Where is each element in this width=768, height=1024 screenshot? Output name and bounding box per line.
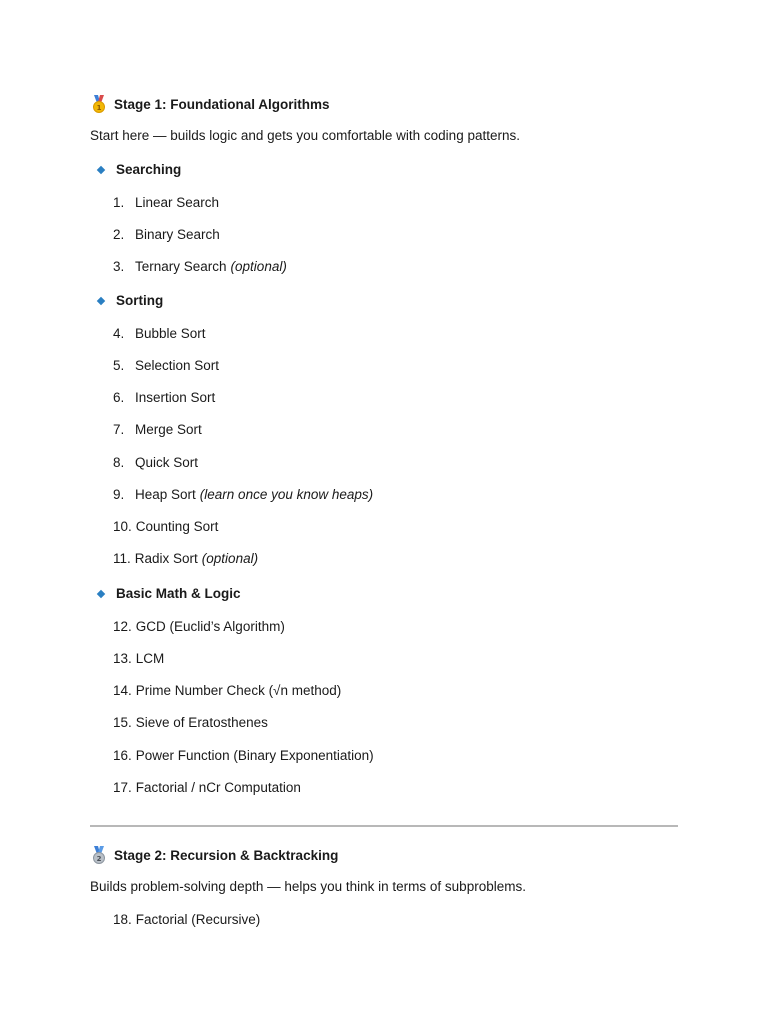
section-divider	[90, 825, 678, 827]
group-searching	[97, 162, 181, 177]
list-item	[113, 259, 287, 274]
stage-1-intro: Start here — builds logic and gets you comfortable with coding patterns.	[90, 128, 520, 143]
item-note: (optional)	[230, 259, 287, 274]
item-text: Quick Sort	[135, 455, 199, 470]
list-item	[113, 519, 218, 534]
item-number: 12.	[113, 619, 132, 634]
list-item	[113, 551, 258, 566]
item-text: Counting Sort	[135, 519, 219, 534]
list-item	[113, 683, 341, 698]
item-text: Factorial / nCr Computation	[135, 780, 301, 795]
item-number: 7.	[113, 422, 125, 437]
stage-2-intro: Builds problem-solving depth — helps you think in terms of subproblems.	[90, 879, 526, 894]
list-item	[113, 748, 374, 763]
item-text: Prime Number Check (√n method)	[135, 683, 342, 698]
item-number: 6.	[113, 390, 125, 405]
list-item	[113, 715, 268, 730]
list-item	[113, 422, 202, 437]
item-number: 11.	[113, 551, 131, 566]
item-number: 15.	[113, 715, 132, 730]
item-text: GCD (Euclid’s Algorithm)	[135, 619, 285, 634]
svg-text:2: 2	[96, 854, 102, 863]
item-text: Merge Sort	[135, 422, 202, 437]
item-number: 3.	[113, 259, 125, 274]
item-text: Power Function (Binary Exponentiation)	[135, 748, 374, 763]
svg-text:1: 1	[96, 103, 102, 112]
item-number: 16.	[113, 748, 132, 763]
item-number: 14.	[113, 683, 132, 698]
list-item	[113, 195, 219, 210]
list-item	[113, 455, 198, 470]
list-item	[113, 358, 219, 373]
item-number: 2.	[113, 227, 125, 242]
list-item	[113, 487, 373, 502]
group-sorting	[97, 293, 163, 308]
item-number: 1.	[113, 195, 125, 210]
item-text: Insertion Sort	[135, 390, 216, 405]
item-number: 9.	[113, 487, 125, 502]
item-text: Linear Search	[135, 195, 220, 210]
item-text: Sieve of Eratosthenes	[135, 715, 268, 730]
item-number: 13.	[113, 651, 132, 666]
item-text: LCM	[135, 651, 165, 666]
silver-medal-icon	[91, 846, 107, 864]
stage-2-heading	[91, 846, 338, 864]
item-note: (learn once you know heaps)	[199, 487, 374, 502]
item-number: 17.	[113, 780, 132, 795]
list-item	[113, 390, 215, 405]
item-text: Ternary Search	[135, 259, 227, 274]
stage-1-heading	[91, 95, 330, 113]
item-text: Bubble Sort	[135, 326, 206, 341]
item-text: Factorial (Recursive)	[135, 912, 261, 927]
diamond-bullet-icon	[97, 296, 105, 304]
item-text: Radix Sort	[134, 551, 198, 566]
item-number: 8.	[113, 455, 125, 470]
stage-1-title: Stage 1: Foundational Algorithms	[114, 96, 330, 112]
item-number: 18.	[113, 912, 132, 927]
list-item	[113, 780, 301, 795]
diamond-bullet-icon	[97, 165, 105, 173]
stage-2-title: Stage 2: Recursion & Backtracking	[114, 847, 339, 863]
gold-medal-icon	[91, 95, 107, 113]
list-item	[113, 326, 206, 341]
item-number: 10.	[113, 519, 132, 534]
item-text: Binary Search	[135, 227, 220, 242]
group-label: Basic Math & Logic	[116, 586, 241, 601]
item-text: Selection Sort	[135, 358, 220, 373]
list-item	[113, 227, 220, 242]
item-note: (optional)	[201, 551, 259, 566]
group-label: Sorting	[116, 293, 164, 308]
item-text: Heap Sort	[135, 487, 196, 502]
group-basic-math-logic	[97, 586, 241, 601]
diamond-bullet-icon	[97, 589, 105, 597]
item-number: 4.	[113, 326, 125, 341]
list-item	[113, 651, 164, 666]
list-item	[113, 912, 260, 927]
list-item	[113, 619, 285, 634]
group-label: Searching	[116, 162, 182, 177]
item-number: 5.	[113, 358, 125, 373]
